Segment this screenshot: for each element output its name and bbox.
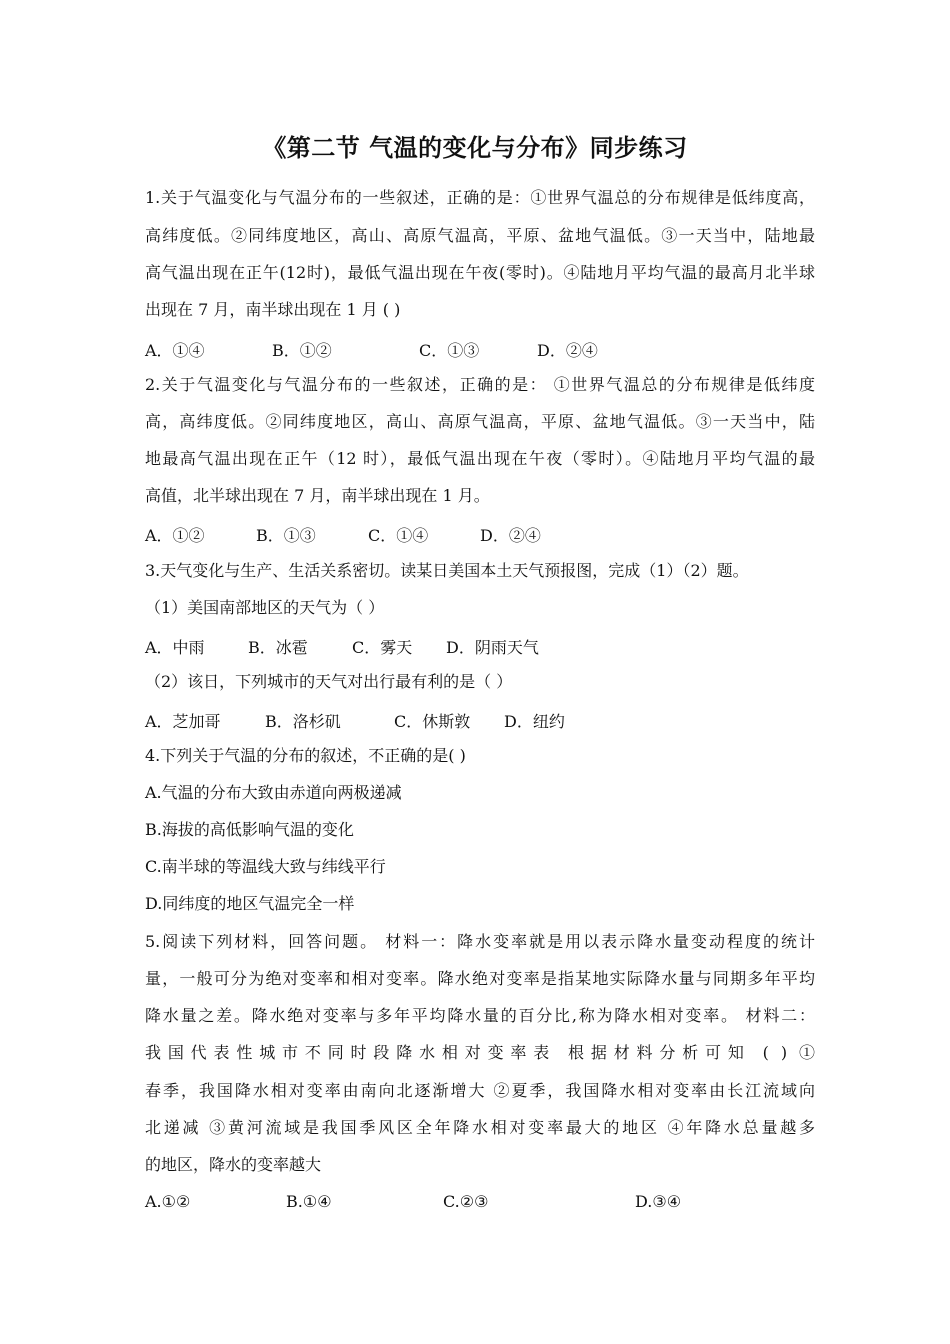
q5-line: 降水量之差。降水绝对变率与多年平均降水量的百分比,称为降水相对变率。 材料二： [145, 1006, 815, 1025]
q5-line: 量，一般可分为绝对变率和相对变率。降水绝对变率是指某地实际降水量与同期多年平均 [145, 969, 815, 988]
q5-line: 我国代表性城市不同时段降水相对变率表 根据材料分析可知 ( ) ① [145, 1043, 815, 1062]
q5-line: 的地区，降水的变率越大 [145, 1155, 322, 1174]
q1-line: 出现在 7 月，南半球出现在 1 月 ( ) [145, 300, 401, 319]
q1-options [145, 338, 815, 358]
q1-line: 高纬度低。②同纬度地区，高山、高原气温高，平原、盆地气温低。③一天当中，陆地最 [145, 226, 815, 245]
q1-line: 1.关于气温变化与气温分布的一些叙述，正确的是：①世界气温总的分布规律是低纬度高， [145, 188, 815, 207]
q4-option-c: C.南半球的等温线大致与纬线平行 [145, 857, 386, 876]
q2-option-c: C．①④ [368, 526, 429, 545]
q2-line: 高，高纬度低。②同纬度地区，高山、高原气温高，平原、盆地气温低。③一天当中，陆 [145, 412, 815, 431]
q4-option-b: B.海拔的高低影响气温的变化 [145, 820, 354, 839]
q3-sub2-option-b: B．洛杉矶 [265, 712, 341, 731]
q3-stem: 3.天气变化与生产、生活关系密切。读某日美国本土天气预报图，完成（1）（2）题。 [145, 561, 749, 580]
q3-sub2-options [145, 709, 815, 729]
q3-sub1-option-d: D．阴雨天气 [446, 638, 539, 657]
document-title: 《第二节 气温的变化与分布》同步练习 [262, 133, 688, 162]
q5-line: 北递减 ③黄河流域是我国季风区全年降水相对变率最大的地区 ④年降水总量越多 [145, 1118, 815, 1137]
q2-option-b: B．①③ [256, 526, 316, 545]
q4-option-d: D.同纬度的地区气温完全一样 [145, 894, 355, 913]
q2-options [145, 523, 815, 543]
q1-option-d: D．②④ [537, 341, 598, 360]
q5-option-d: D.③④ [635, 1192, 682, 1211]
q3-sub2-option-a: A．芝加哥 [145, 712, 221, 731]
q2-line: 2.关于气温变化与气温分布的一些叙述，正确的是： ①世界气温总的分布规律是低纬度 [145, 375, 815, 394]
q3-sub1: （1）美国南部地区的天气为（ ） [145, 598, 385, 617]
q1-option-c: C．①③ [419, 341, 480, 360]
q1-option-a: A．①④ [145, 341, 205, 360]
q4-option-a: A.气温的分布大致由赤道向两极递减 [145, 783, 402, 802]
q4-stem: 4.下列关于气温的分布的叙述，不正确的是( ) [145, 746, 466, 765]
q3-sub2-option-c: C．休斯敦 [394, 712, 471, 731]
q1-option-b: B．①② [272, 341, 332, 360]
q3-sub1-option-c: C．雾天 [352, 638, 413, 657]
q5-line: 春季，我国降水相对变率由南向北逐渐增大 ②夏季，我国降水相对变率由长江流域向 [145, 1081, 815, 1100]
q2-line: 地最高气温出现在正午（12 时），最低气温出现在午夜（零时）。④陆地月平均气温的最 [145, 449, 815, 468]
q1-line: 高气温出现在正午(12时)，最低气温出现在午夜(零时)。④陆地月平均气温的最高月北半球 [145, 263, 815, 282]
q5-option-c: C.②③ [443, 1192, 489, 1211]
q2-option-d: D．②④ [480, 526, 541, 545]
q3-sub1-option-b: B．冰雹 [248, 638, 308, 657]
q5-line: 5.阅读下列材料，回答问题。 材料一：降水变率就是用以表示降水量变动程度的统计 [145, 932, 815, 951]
q3-sub1-option-a: A．中雨 [145, 638, 205, 657]
q2-line: 高值，北半球出现在 7 月，南半球出现在 1 月。 [145, 486, 490, 505]
q2-option-a: A．①② [145, 526, 205, 545]
q5-option-a: A.①② [145, 1192, 191, 1211]
q5-options [145, 1192, 815, 1212]
q3-sub1-options [145, 635, 815, 655]
q5-option-b: B.①④ [286, 1192, 332, 1211]
q3-sub2-option-d: D．纽约 [504, 712, 565, 731]
q3-sub2: （2）该日，下列城市的天气对出行最有利的是（ ） [145, 672, 513, 691]
